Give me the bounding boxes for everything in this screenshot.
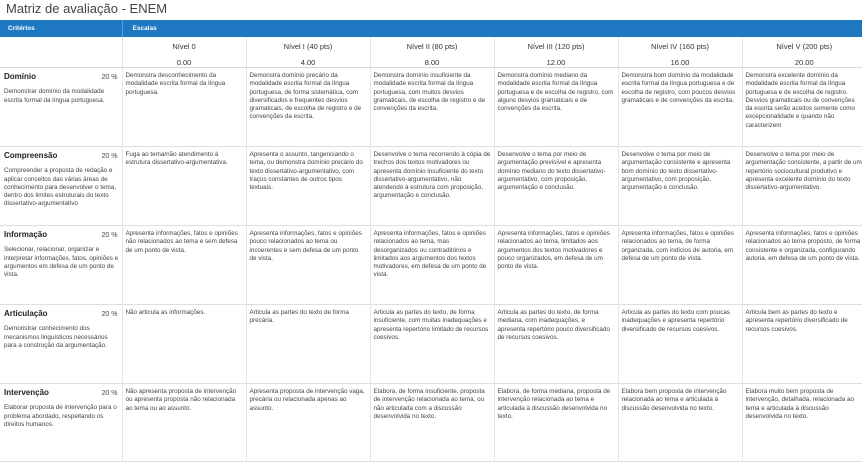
rubric-cell: Apresenta informações, fatos e opiniões relacionados ao tema, de forma organizada, com indícios de autoria, em defesa de um ponto de vista. — [618, 226, 742, 305]
table-header-row — [0, 20, 862, 37]
scales-header: Escalas — [122, 20, 862, 37]
criteria-header: Critérios — [0, 20, 122, 37]
rubric-cell: Articula bem as partes do texto e apresenta repertório diversificado de recursos coesivos. — [742, 305, 862, 384]
rubric-cell: Fuga ao tema/não atendimento à estrutura dissertativo-argumentativa. — [122, 147, 246, 226]
criterion-weight: 20 % — [102, 390, 119, 398]
level-name: Nível III (120 pts) — [495, 42, 618, 51]
criterion-cell — [0, 384, 122, 462]
rubric-cell: Desenvolve o tema por meio de argumentação consistente, a partir de um repertório sociocultural produtivo e apresenta excelente domínio do texto dissertativo-argumentativo. — [742, 147, 862, 226]
rubric-cell: Apresenta informações, fatos e opiniões relacionados ao tema proposto, de forma consistente e organizada, configurando autoria, em defesa de um ponto de vista. — [742, 226, 862, 305]
rubric-cell: Articula as partes do texto de forma precária. — [246, 305, 370, 384]
levels-row — [0, 37, 862, 68]
rubric-cell: Demonstra bom domínio da modalidade escrita formal da língua portuguesa e de escolha de registro, com poucos desvios gramaticais e de convenções da escrita. — [618, 68, 742, 147]
level-name: Nível II (80 pts) — [371, 42, 494, 51]
rubric-cell: Desenvolve o tema por meio de argumentação consistente e apresenta bom domínio do texto dissertativo-argumentativo, com proposição, argumentação e conclusão. — [618, 147, 742, 226]
level-points: 8.00 — [371, 58, 494, 67]
criterion-cell — [0, 68, 122, 147]
level-header — [494, 37, 618, 68]
rubric-cell: Apresenta o assunto, tangenciando o tema, ou demonstra domínio precário do texto dissertativo-argumentativo, com traços constantes de outros tipos textuais. — [246, 147, 370, 226]
rubric-cell: Demonstra domínio precário da modalidade escrita formal da língua portuguesa, de forma sistemática, com diversificados e frequentes desvios gramaticais, de escolha de registro e de convenções da escrita. — [246, 68, 370, 147]
rubric-cell: Desenvolve o tema por meio de argumentação previsível e apresenta domínio mediano do texto dissertativo-argumentativo, com proposição, argumentação e conclusão. — [494, 147, 618, 226]
criterion-weight: 20 % — [102, 232, 119, 240]
criterion-name: Domínio — [4, 73, 36, 81]
rubric-cell: Elabora, de forma mediana, proposta de intervenção relacionada ao tema e articulada à discussão desenvolvida no texto. — [494, 384, 618, 462]
criterion-weight: 20 % — [102, 74, 119, 82]
level-header — [122, 37, 246, 68]
rubric-cell: Apresenta informações, fatos e opiniões relacionados ao tema, mas desorganizados ou contraditórios e limitados aos argumentos dos textos motivadores, em defesa de um ponto de vista. — [370, 226, 494, 305]
criterion-head — [4, 310, 119, 319]
level-points: 0.00 — [123, 58, 246, 67]
level-points: 4.00 — [247, 58, 370, 67]
level-points: 12.00 — [495, 58, 618, 67]
level-name: Nível V (200 pts) — [743, 42, 862, 51]
rubric-cell: Elabora muito bem proposta de intervenção, detalhada, relacionada ao tema e articulada à discussão desenvolvida no texto. — [742, 384, 862, 462]
level-header — [246, 37, 370, 68]
rubric-cell: Desenvolve o tema recorrendo à cópia de trechos dos textos motivadores ou apresenta domínio insuficiente do texto dissertativo-argumentativo, não atendendo à estrutura com proposição, argumentação e conclusão. — [370, 147, 494, 226]
level-points: 20.00 — [743, 58, 862, 67]
criterion-cell — [0, 226, 122, 305]
criterion-description: Demonstrar conhecimento dos mecanismos linguísticos necessários para a construção da argumentação. — [4, 325, 119, 350]
rubric-cell: Não articula as informações. — [122, 305, 246, 384]
rubric-cell: Apresenta proposta de intervenção vaga, precária ou relacionada apenas ao assunto. — [246, 384, 370, 462]
criterion-row — [0, 305, 862, 384]
rubric-cell: Demonstra domínio mediano da modalidade escrita formal da língua portuguesa e de escolha de registro, com alguns desvios gramaticais e de convenções da escrita. — [494, 68, 618, 147]
criterion-name: Compreensão — [4, 152, 57, 160]
levels-row-spacer — [0, 37, 122, 68]
level-name: Nível 0 — [123, 42, 246, 51]
criterion-row — [0, 226, 862, 305]
level-points: 16.00 — [619, 58, 742, 67]
criterion-cell — [0, 305, 122, 384]
criterion-head — [4, 152, 119, 161]
rubric-cell: Demonstra domínio insuficiente da modalidade escrita formal da língua portuguesa, com muitos desvios gramaticais, de escolha de registro e de convenções da escrita. — [370, 68, 494, 147]
rubric-cell: Apresenta informações, fatos e opiniões não relacionados ao tema e sem defesa de um ponto de vista. — [122, 226, 246, 305]
rubric-table — [0, 20, 862, 462]
criterion-row — [0, 68, 862, 147]
criterion-head — [4, 73, 119, 82]
page-title: Matriz de avaliação - ENEM — [0, 0, 862, 20]
criterion-description: Elaborar proposta de intervenção para o problema abordado, respeitando os direitos humanos. — [4, 404, 119, 429]
rubric-cell: Elabora bem proposta de intervenção relacionada ao tema e articulada à discussão desenvolvida no texto. — [618, 384, 742, 462]
criterion-head — [4, 231, 119, 240]
level-name: Nível IV (160 pts) — [619, 42, 742, 51]
criterion-description: Selecionar, relacionar, organizar e interpretar informações, fatos, opiniões e argumentos em defesa de um ponto de vista. — [4, 246, 119, 279]
rubric-cell: Articula as partes do texto com poucas inadequações e apresenta repertório diversificado de recursos coesivos. — [618, 305, 742, 384]
criterion-row — [0, 384, 862, 462]
rubric-cell: Apresenta informações, fatos e opiniões pouco relacionados ao tema ou incoerentes e sem defesa de um ponto de vista. — [246, 226, 370, 305]
rubric-cell: Articula as partes do texto, de forma mediana, com inadequações, e apresenta repertório pouco diversificado de recursos coesivos. — [494, 305, 618, 384]
rubric-cell: Apresenta informações, fatos e opiniões relacionados ao tema, limitados aos argumentos dos textos motivadores e pouco organizados, em defesa de um ponto de vista. — [494, 226, 618, 305]
criterion-description: Compreender a proposta de redação e aplicar conceitos das várias áreas de conhecimento para desenvolver o tema, dentro dos limites estruturais do texto dissertativo-argumentativo — [4, 167, 119, 208]
level-header — [618, 37, 742, 68]
criterion-name: Articulação — [4, 310, 48, 318]
criterion-cell — [0, 147, 122, 226]
level-header — [370, 37, 494, 68]
criterion-row — [0, 147, 862, 226]
level-header — [742, 37, 862, 68]
criterion-name: Intervenção — [4, 389, 49, 397]
rubric-cell: Demonstra excelente domínio da modalidade escrita formal da língua portuguesa e de escolha de registro. Desvios gramaticais ou de convenções da escrita serão aceitos somente como excepcionalidade e quando não caracterizem — [742, 68, 862, 147]
rubric-cell: Elabora, de forma insuficiente, proposta de intervenção relacionada ao tema, ou não articulada com a discussão desenvolvida no texto. — [370, 384, 494, 462]
rubric-cell: Articula as partes do texto, de forma insuficiente, com muitas inadequações e apresenta repertório limitado de recursos coesivos. — [370, 305, 494, 384]
criterion-weight: 20 % — [102, 311, 119, 319]
criterion-weight: 20 % — [102, 153, 119, 161]
criterion-head — [4, 389, 119, 398]
rubric-cell: Demonstra desconhecimento da modalidade escrita formal da língua portuguesa. — [122, 68, 246, 147]
criterion-description: Demonstrar domínio da modalidade escrita formal da língua portuguesa. — [4, 88, 119, 105]
level-name: Nível I (40 pts) — [247, 42, 370, 51]
criterion-name: Informação — [4, 231, 47, 239]
rubric-cell: Não apresenta proposta de intervenção ou apresenta proposta não relacionada ao tema ou ao assunto. — [122, 384, 246, 462]
